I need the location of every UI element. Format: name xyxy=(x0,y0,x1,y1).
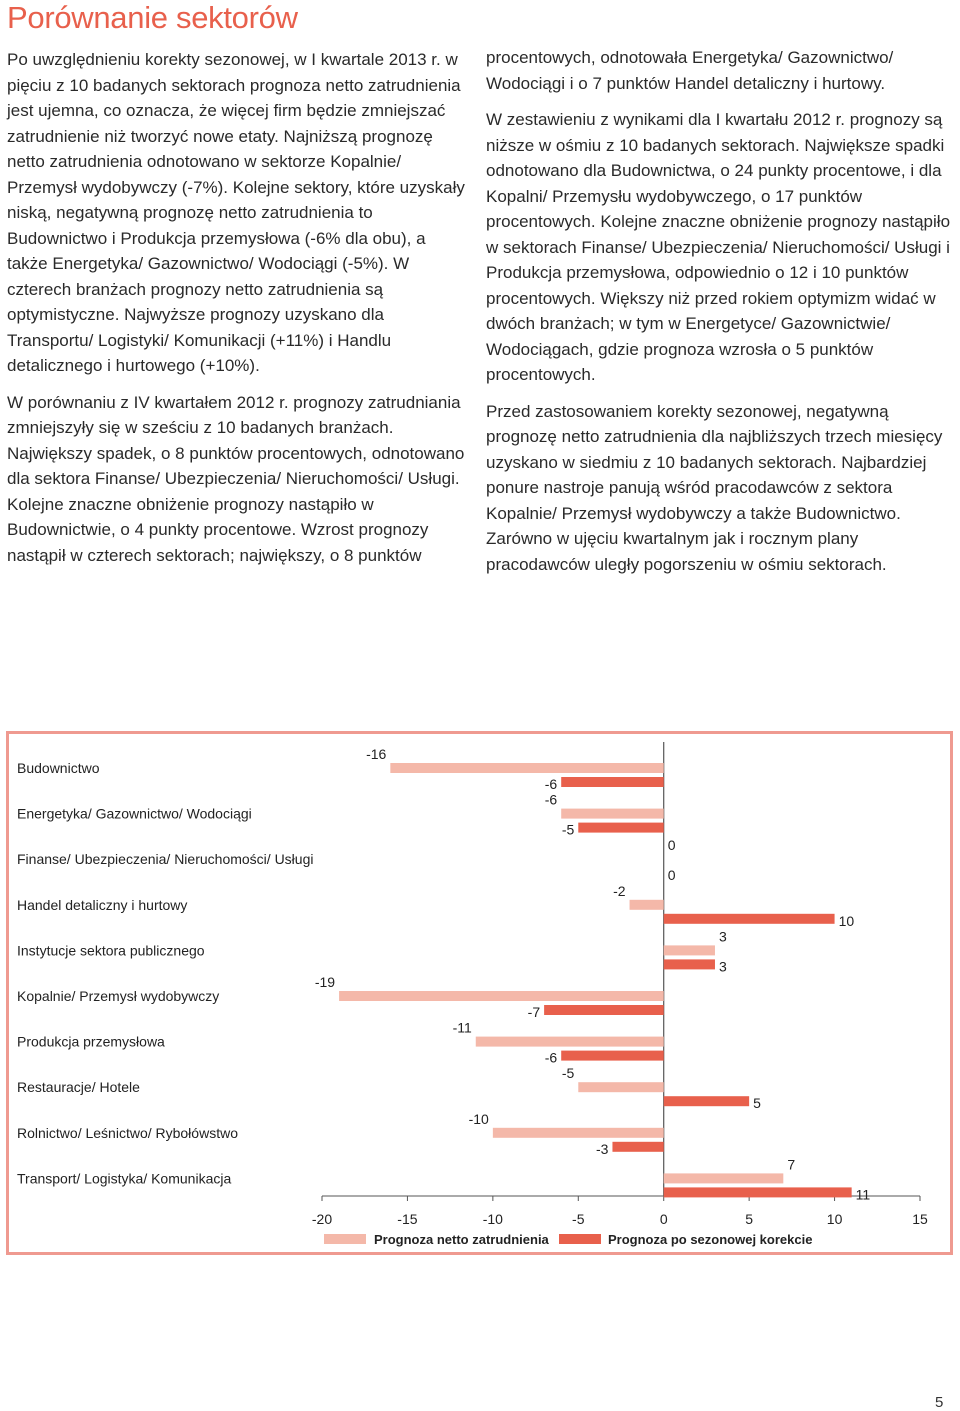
category-label: Rolnictwo/ Leśnictwo/ Rybołówstwo xyxy=(17,1124,238,1141)
category-label: Produkcja przemysłowa xyxy=(17,1033,165,1050)
bar-net xyxy=(578,1082,663,1092)
category-label: Budownictwo xyxy=(17,760,100,776)
data-label: 11 xyxy=(855,1186,871,1203)
data-label: -16 xyxy=(366,746,387,762)
data-label: 7 xyxy=(787,1156,796,1173)
bar-adjusted xyxy=(578,823,663,833)
category-label: Finanse/ Ubezpieczenia/ Nieruchomości/ Usługi xyxy=(17,851,314,868)
x-tick-label: -20 xyxy=(311,1211,333,1227)
data-label: -7 xyxy=(527,1004,541,1020)
paragraph: W zestawieniu z wynikami dla I kwartału 2012 r. prognozy są niższe w ośmiu z 10 badanych sektorach. Największe spadki odnotowano dla Budownictwa, o 24 punkty procentowe, i dla Kopalni/ Przemysłu wydobywczego, o 17 punktów procentowych. Kolejne znaczne obniżenie prognozy nastąpiło w sektorach Finanse/ Ubezpieczenia/ Nieruchomości/ Usługi i Produkcja przemysłowa, odpowiednio o 12 i 10 punktów procentowych. Większy niż przed rokiem optymizm widać w dwóch branżach; w tym w Energetyce/ Gazownictwie/ Wodociągach, gdzie prognoza wzrosła o 5 punktów procentowych. xyxy=(486,110,951,384)
legend-swatch-net xyxy=(324,1234,366,1244)
bar-net xyxy=(339,991,664,1001)
legend-label-adjusted: Prognoza po sezonowej korekcie xyxy=(608,1232,813,1247)
bar-net xyxy=(493,1128,664,1138)
x-tick-label: -15 xyxy=(397,1211,418,1227)
bar-adjusted xyxy=(561,777,664,787)
page-number: 5 xyxy=(935,1394,944,1411)
data-label: -5 xyxy=(561,821,575,838)
category-label: Kopalnie/ Przemysł wydobywczy xyxy=(17,988,220,1004)
data-label: 0 xyxy=(667,867,676,884)
data-label: 0 xyxy=(667,837,676,854)
data-label: -11 xyxy=(452,1019,472,1036)
category-label: Transport/ Logistyka/ Komunikacja xyxy=(17,1170,232,1187)
category-label: Instytucje sektora publicznego xyxy=(17,942,205,959)
data-label: -3 xyxy=(596,1140,609,1157)
data-label: 5 xyxy=(753,1095,761,1112)
bar-net xyxy=(390,763,663,773)
data-label: -5 xyxy=(561,1065,575,1082)
paragraph: Po uwzględnieniu korekty sezonowej, w I kwartale 2013 r. w pięciu z 10 badanych sektorach prognoza netto zatrudnienia jest ujemna, co oznacza, że więcej firm będzie zmniejszać zatrudnienie niż tworzyć nowe etaty. Najniższą prognozę netto zatrudnienia odnotowano w sektorze Kopalnie/ Przemysł wydobywczy (-7%). Kolejne sektory, które uzyskały niską, negatywną prognozę netto zatrudnienia to Budownictwo i Produkcja przemysłowa (-6% dla obu), a także Energetyka/ Gazownictwo/ Wodociągi (-5%). W czterech branżach prognozy netto zatrudnienia są optymistyczne. Najwyższe prognozy uzyskano dla Transportu/ Logistyki/ Komunikacji (+11%) i Handlu detalicznego i hurtowego (+10%). xyxy=(7,50,465,375)
category-label: Energetyka/ Gazownictwo/ Wodociągi xyxy=(17,805,252,822)
category-label: Handel detaliczny i hurtowy xyxy=(17,896,188,913)
x-tick-label: 0 xyxy=(659,1211,668,1227)
x-tick-label: -10 xyxy=(482,1211,503,1227)
data-label: -6 xyxy=(544,791,558,808)
legend-label-net: Prognoza netto zatrudnienia xyxy=(374,1232,549,1247)
data-label: -6 xyxy=(544,1049,558,1066)
bar-adjusted xyxy=(561,1051,664,1061)
bar-adjusted xyxy=(664,1187,852,1197)
bar-net xyxy=(630,900,664,910)
bar-adjusted xyxy=(664,959,715,969)
data-label: -2 xyxy=(613,882,626,899)
data-label: -10 xyxy=(468,1110,489,1127)
bar-net xyxy=(476,1037,664,1047)
bar-adjusted xyxy=(544,1005,664,1015)
paragraph: W porównaniu z IV kwartałem 2012 r. prognozy zatrudniania zmniejszyły się w sześciu z 10 badanych branżach. Największy spadek, o 8 punktów procentowych, odnotowano dla sektora Finanse/ Ubezpieczenia/ Nieruchomości/ Usługi. Kolejne znaczne obniżenie prognozy nastąpiło w Budownictwie, o 4 punkty procentowe. Wzrost prognozy nastąpił w czterech sektorach; największy, o 8 punktów xyxy=(7,392,465,565)
x-tick-label: 5 xyxy=(745,1211,754,1227)
x-tick-label: 15 xyxy=(912,1211,928,1227)
category-label: Restauracje/ Hotele xyxy=(17,1079,140,1096)
paragraph: procentowych, odnotowała Energetyka/ Gazownictwo/ Wodociągi i o 7 punktów Handel detaliczny i hurtowy. xyxy=(486,48,894,93)
paragraph: Przed zastosowaniem korekty sezonowej, negatywną prognozę netto zatrudnienia dla najbliższych trzech miesięcy uzyskano w siedmiu z 10 badanych sektorach. Najbardziej ponure nastroje panują wśród pracodawców z sektora Kopalnie/ Przemysł wydobywczy a także Budownictwo. Zarówno w ujęciu kwartalnym jak i rocznym plany pracodawców uległy pogorszeniu w ośmiu sektorach. xyxy=(486,401,943,574)
data-label: 3 xyxy=(718,928,727,945)
bar-adjusted xyxy=(612,1142,663,1152)
data-label: 10 xyxy=(838,912,855,929)
bar-net xyxy=(664,1173,784,1183)
x-tick-label: 10 xyxy=(826,1211,843,1227)
bar-adjusted xyxy=(664,914,835,924)
page-title: Porównanie sektorów xyxy=(7,0,298,35)
data-label: -6 xyxy=(544,776,558,792)
data-label: -19 xyxy=(314,974,336,990)
bar-net xyxy=(561,809,664,819)
bar-net xyxy=(664,945,715,955)
x-tick-label: -5 xyxy=(572,1211,585,1227)
data-label: 3 xyxy=(718,958,727,975)
legend-swatch-adjusted xyxy=(559,1234,601,1244)
bar-adjusted xyxy=(664,1096,749,1106)
